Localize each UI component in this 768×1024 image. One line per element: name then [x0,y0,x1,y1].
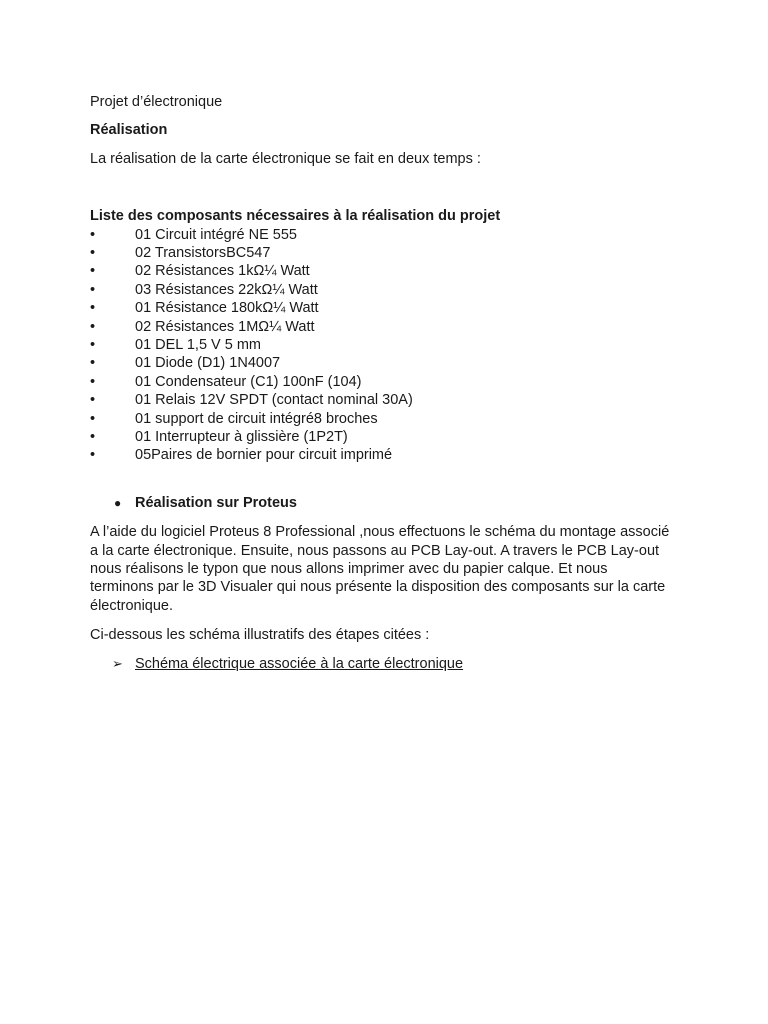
component-label: 01 Interrupteur à glissière (1P2T) [135,428,348,445]
component-label: 01 Diode (D1) 1N4007 [135,355,281,372]
schema-item-label: Schéma électrique associée à la carte électronique [135,655,464,672]
list-item [90,244,690,262]
bullet-icon: • [90,428,96,445]
bullet-icon: • [90,318,96,335]
list-item [90,391,690,409]
bullet-icon: • [90,245,96,262]
component-label: 01 Condensateur (C1) 100nF (104) [135,373,362,390]
list-item [90,373,690,391]
list-item [90,318,690,336]
component-label: 01 Relais 12V SPDT (contact nominal 30A) [135,392,413,409]
list-item [90,446,690,464]
bullet-icon: • [90,447,96,464]
component-label: 01 Circuit intégré NE 555 [135,226,297,243]
bullet-icon: • [90,281,96,298]
component-label: 01 DEL 1,5 V 5 mm [135,336,261,353]
list-item [90,262,690,280]
component-label: 01 support de circuit intégré8 broches [135,410,378,427]
bullet-icon: • [90,336,96,353]
document-body [90,93,690,673]
bullet-icon: • [90,226,96,243]
bullet-icon: • [90,355,96,372]
component-label: 05Paires de bornier pour circuit imprimé [135,447,393,464]
list-item [90,299,690,317]
list-item [90,428,690,446]
list-item [90,281,690,299]
list-item [90,410,690,428]
proteus-heading-label: Réalisation sur Proteus [135,494,297,511]
schema-list-item [90,655,690,673]
proteus-paragraph: A l’aide du logiciel Proteus 8 Professional ,nous effectuons le schéma du montage associé a la carte électronique. Ensuite, nous passons au PCB Lay-out. A travers le PCB Lay-out nous réalisons le typon que nous allons imprimer avec du papier calque. Et nous terminons par le 3D Visualer qui nous présente la disposition des composants sur la carte électronique. [90,524,670,614]
bullet-icon: • [90,392,96,409]
component-label: 03 Résistances 22kΩ¼ Watt [135,281,318,298]
bullet-icon: • [90,410,96,427]
component-label: 02 Résistances 1kΩ¼ Watt [135,263,310,280]
bullet-dot-icon: ● [114,495,122,510]
component-label: 02 Résistances 1MΩ¼ Watt [135,318,315,335]
components-heading: Liste des composants nécessaires à la réalisation du projet [90,208,501,225]
components-list [90,226,690,465]
arrow-bullet-icon: ➢ [112,655,123,671]
bullet-icon: • [90,263,96,280]
component-label: 01 Résistance 180kΩ¼ Watt [135,300,319,317]
illustrations-intro: Ci-dessous les schéma illustratifs des étapes citées : [90,627,430,644]
bullet-icon: • [90,300,96,317]
proteus-heading [90,494,690,512]
component-label: 02 TransistorsBC547 [135,245,271,262]
document-title: Projet d’électronique [90,94,223,110]
intro-text: La réalisation de la carte électronique se fait en deux temps : [90,150,481,167]
list-item [90,336,690,354]
section-title-realisation: Réalisation [90,122,168,139]
list-item [90,354,690,372]
bullet-icon: • [90,373,96,390]
list-item [90,226,690,244]
